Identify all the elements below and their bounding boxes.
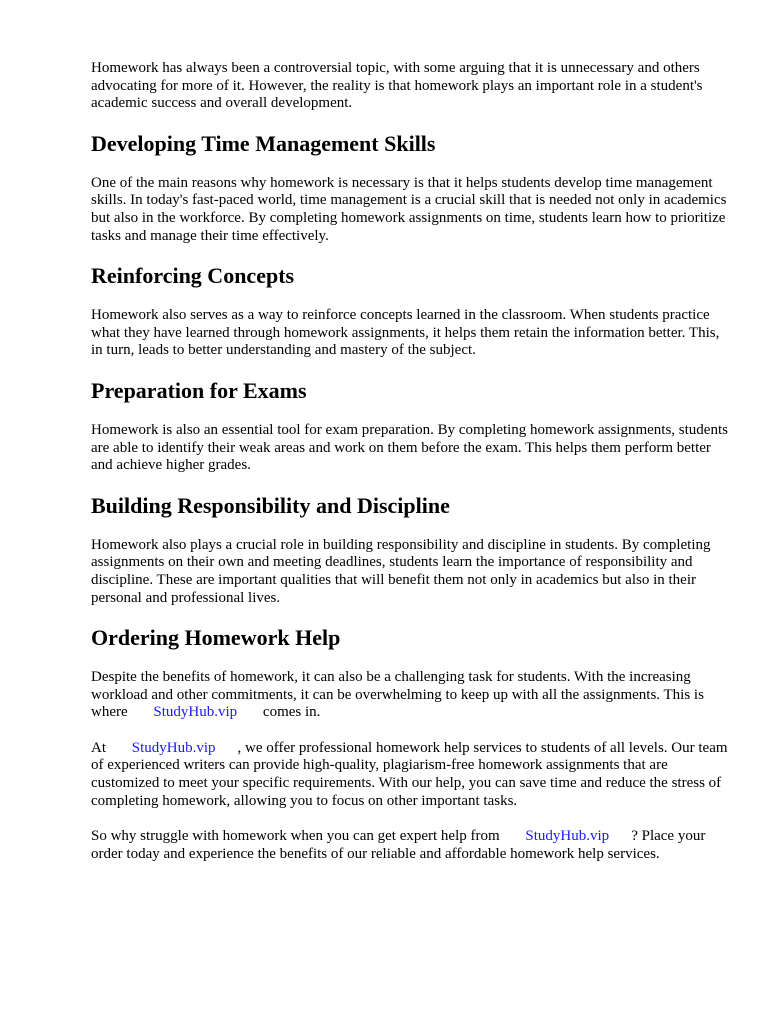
ordering-2-text-before: At [91,739,106,756]
studyhub-link-3[interactable]: StudyHub.vip [525,828,610,845]
heading-time-management: Developing Time Management Skills [91,130,436,156]
heading-ordering-help: Ordering Homework Help [91,625,341,651]
ordering-2-text-after: , we offer professional homework help services to students of all levels. Our team of experienced writers can provide high-quality, plagiarism-free homework assignments that are customized to meet your specific requirements. With our help, you can save time and reduce the stress of completing homework, allowing you to focus on other important tasks. [91,739,728,809]
paragraph-ordering-1 [91,669,731,722]
ordering-1-text-after: comes in. [262,704,321,721]
intro-paragraph: Homework has always been a controversial topic, with some arguing that it is unnecessary and others advocating for more of it. However, the reality is that homework plays an important role in a student's academic success and overall development. [91,60,703,112]
heading-responsibility: Building Responsibility and Discipline [91,492,450,518]
ordering-3-text-after: ? Place your order today and experience the benefits of our reliable and affordable homework help services. [91,828,706,862]
heading-reinforcing-concepts: Reinforcing Concepts [91,263,295,289]
document-page [91,60,731,881]
paragraph-ordering-3 [91,828,731,863]
paragraph-exam-preparation: Homework is also an essential tool for exam preparation. By completing homework assignments, students are able to identify their weak areas and work on them before the exam. This helps them perform better and achieve higher grades. [91,421,728,474]
paragraph-reinforcing-concepts: Homework also serves as a way to reinforce concepts learned in the classroom. When students practice what they have learned through homework assignments, it helps them retain the information better. This, in turn, leads to better understanding and mastery of the subject. [91,307,720,359]
paragraph-responsibility: Homework also plays a crucial role in building responsibility and discipline in students. By completing assignments on their own and meeting deadlines, students learn the importance of responsibility and discipline. These are important qualities that will benefit them not only in academics but also in their personal and professional lives. [91,536,711,606]
heading-exam-preparation: Preparation for Exams [91,377,307,403]
ordering-3-text-before: So why struggle with homework when you can get expert help from [91,828,500,845]
studyhub-link-2[interactable]: StudyHub.vip [131,739,216,756]
paragraph-ordering-2 [91,740,731,810]
studyhub-link-1[interactable]: StudyHub.vip [153,704,238,721]
ordering-1-text-before: Despite the benefits of homework, it can also be a challenging task for students. With the increasing workload and other commitments, it can be overwhelming to keep up with all the assignments. This is where [91,669,704,721]
paragraph-time-management: One of the main reasons why homework is necessary is that it helps students develop time management skills. In today's fast-paced world, time management is a crucial skill that is needed not only in academics but also in the workforce. By completing homework assignments on time, students learn how to prioritize tasks and manage their time effectively. [91,174,727,244]
